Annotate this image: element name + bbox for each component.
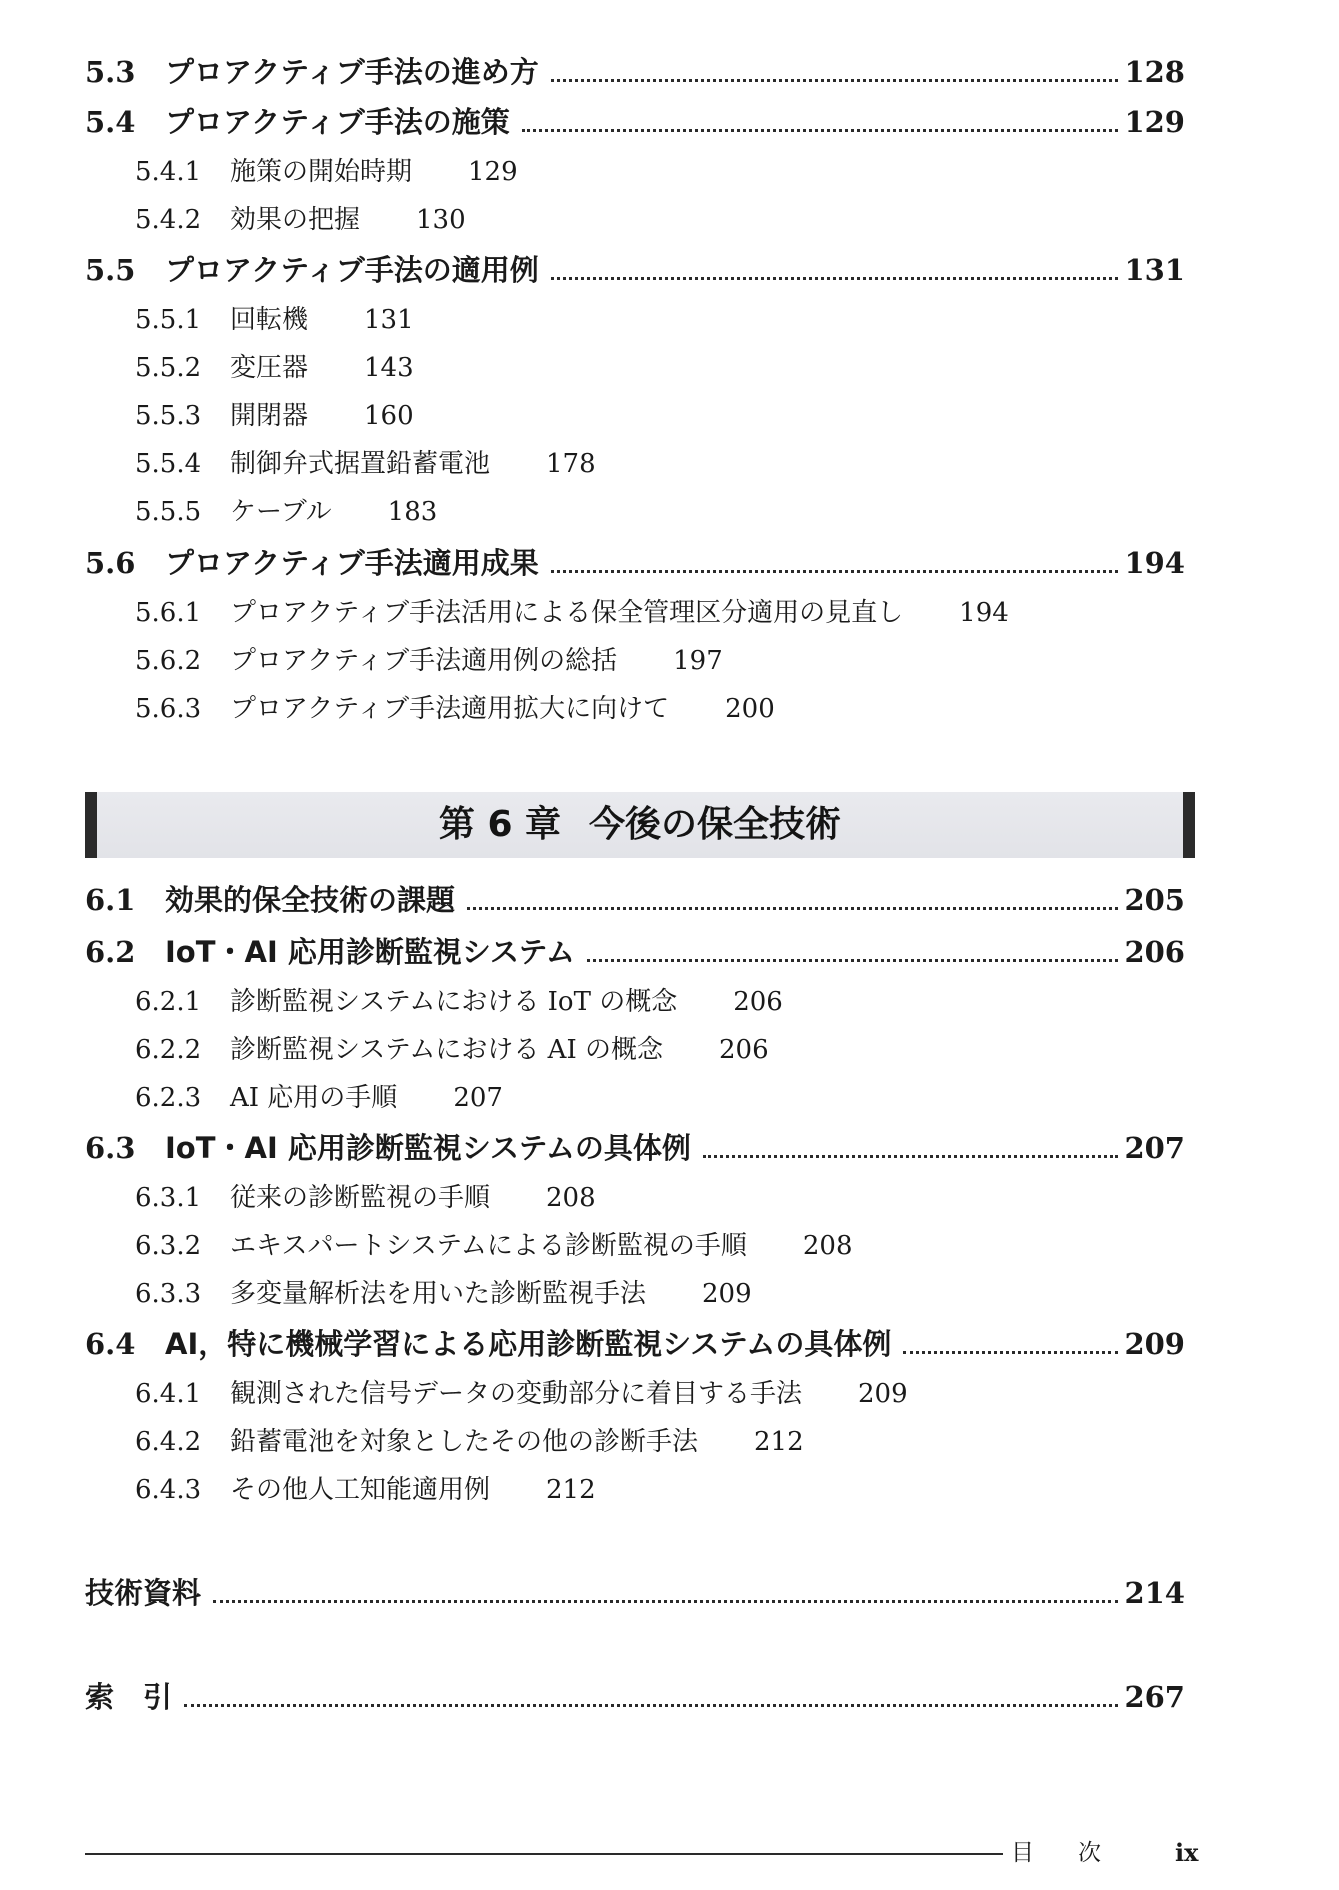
subsection-number: 6.2.2	[135, 1035, 202, 1065]
subsection-title: 診断監視システムにおける IoT の概念	[230, 987, 678, 1017]
subsection-title: その他人工知能適用例	[230, 1475, 491, 1505]
subsection-title: エキスパートシステムによる診断監視の手順	[230, 1231, 747, 1261]
appendix-page: 214	[1124, 1576, 1185, 1610]
toc-section-5-4[interactable]	[85, 102, 1185, 142]
section-title: プロアクティブ手法の施策	[165, 105, 510, 139]
section-page: 206	[1124, 935, 1185, 969]
section-title: プロアクティブ手法の適用例	[165, 253, 539, 287]
section-page: 194	[1124, 546, 1185, 580]
toc-subsection-6-4-1[interactable]	[135, 1377, 908, 1411]
subsection-page: 207	[453, 1083, 503, 1113]
subsection-page: 130	[416, 205, 466, 235]
subsection-title: ケーブル	[230, 497, 332, 527]
chapter-title: 今後の保全技術	[589, 804, 842, 845]
section-number: 6.1	[85, 883, 136, 917]
subsection-page: 197	[673, 646, 723, 676]
toc-appendix[interactable]	[85, 1573, 1185, 1613]
subsection-title: プロアクティブ手法適用拡大に向けて	[230, 694, 670, 724]
section-title: IoT・AI 応用診断監視システム	[165, 935, 575, 969]
toc-subsection-5-6-1[interactable]	[135, 596, 1009, 630]
subsection-title: 診断監視システムにおける AI の概念	[230, 1035, 663, 1065]
section-page: 207	[1124, 1131, 1185, 1165]
dot-leader	[903, 1351, 1118, 1354]
subsection-page: 209	[702, 1279, 752, 1309]
subsection-title: 開閉器	[230, 401, 309, 431]
subsection-title: 制御弁式据置鉛蓄電池	[230, 449, 491, 479]
section-page: 128	[1124, 55, 1185, 89]
section-number: 5.5	[85, 253, 136, 287]
toc-subsection-5-5-5[interactable]	[135, 495, 437, 529]
subsection-number: 6.3.1	[135, 1183, 202, 1213]
section-title: プロアクティブ手法適用成果	[165, 546, 539, 580]
subsection-number: 5.5.3	[135, 401, 202, 431]
toc-index[interactable]	[85, 1677, 1185, 1717]
subsection-number: 6.3.3	[135, 1279, 202, 1309]
dot-leader	[551, 79, 1119, 82]
toc-subsection-6-2-1[interactable]	[135, 985, 783, 1019]
subsection-title: 施策の開始時期	[230, 157, 413, 187]
subsection-number: 5.4.1	[135, 157, 202, 187]
subsection-title: AI 応用の手順	[230, 1083, 398, 1113]
subsection-number: 5.5.1	[135, 305, 202, 335]
toc-section-6-3[interactable]	[85, 1128, 1185, 1168]
page-footer	[85, 1838, 1199, 1868]
toc-section-5-6[interactable]	[85, 543, 1185, 583]
toc-subsection-6-2-2[interactable]	[135, 1033, 769, 1067]
dot-leader	[551, 277, 1119, 280]
subsection-page: 206	[718, 1035, 769, 1065]
subsection-title: 鉛蓄電池を対象としたその他の診断手法	[230, 1427, 699, 1457]
subsection-title: 変圧器	[230, 353, 309, 383]
section-number: 5.6	[85, 546, 136, 580]
toc-subsection-5-6-3[interactable]	[135, 692, 775, 726]
toc-subsection-5-4-2[interactable]	[135, 203, 466, 237]
section-number: 6.3	[85, 1131, 136, 1165]
section-title: プロアクティブ手法の進め方	[165, 55, 539, 89]
toc-subsection-6-4-2[interactable]	[135, 1425, 804, 1459]
toc-subsection-6-3-3[interactable]	[135, 1277, 752, 1311]
dot-leader	[213, 1600, 1118, 1603]
toc-subsection-5-5-4[interactable]	[135, 447, 596, 481]
subsection-number: 6.3.2	[135, 1231, 202, 1261]
toc-section-5-5[interactable]	[85, 250, 1185, 290]
section-number: 6.2	[85, 935, 136, 969]
section-title: 効果的保全技術の課題	[165, 883, 456, 917]
toc-subsection-5-5-2[interactable]	[135, 351, 414, 385]
dot-leader	[587, 959, 1119, 962]
subsection-page: 129	[468, 157, 518, 187]
toc-section-6-1[interactable]	[85, 880, 1185, 920]
subsection-number: 6.4.2	[135, 1427, 202, 1457]
toc-subsection-6-3-2[interactable]	[135, 1229, 853, 1263]
toc-section-6-4[interactable]	[85, 1324, 1185, 1364]
appendix-title: 技術資料	[85, 1576, 202, 1610]
toc-subsection-6-4-3[interactable]	[135, 1473, 596, 1507]
chapter-label: 第 6 章	[438, 804, 562, 845]
dot-leader	[522, 129, 1119, 132]
footer-label: 目次	[1011, 1840, 1145, 1866]
subsection-page: 183	[387, 497, 438, 527]
subsection-number: 6.4.3	[135, 1475, 202, 1505]
toc-subsection-5-4-1[interactable]	[135, 155, 518, 189]
toc-subsection-5-5-3[interactable]	[135, 399, 414, 433]
subsection-page: 206	[733, 987, 783, 1017]
subsection-title: プロアクティブ手法活用による保全管理区分適用の見直し	[230, 598, 904, 628]
subsection-number: 6.4.1	[135, 1379, 202, 1409]
page-number: ix	[1175, 1838, 1199, 1867]
subsection-title: 観測された信号データの変動部分に着目する手法	[230, 1379, 803, 1409]
toc-subsection-6-3-1[interactable]	[135, 1181, 596, 1215]
subsection-page: 208	[546, 1183, 596, 1213]
section-page: 129	[1124, 105, 1185, 139]
index-page: 267	[1124, 1680, 1185, 1714]
chapter-heading-band	[85, 792, 1195, 858]
subsection-number: 5.5.5	[135, 497, 202, 527]
dot-leader	[551, 570, 1119, 573]
subsection-number: 5.6.3	[135, 694, 202, 724]
subsection-title: 効果の把握	[230, 205, 361, 235]
section-page: 205	[1124, 883, 1185, 917]
subsection-number: 5.6.2	[135, 646, 202, 676]
subsection-page: 209	[858, 1379, 908, 1409]
subsection-number: 5.5.2	[135, 353, 202, 383]
subsection-page: 178	[546, 449, 596, 479]
chapter-heading[interactable]	[85, 792, 1195, 858]
section-title: IoT・AI 応用診断監視システムの具体例	[165, 1131, 691, 1165]
subsection-number: 5.6.1	[135, 598, 202, 628]
subsection-number: 6.2.1	[135, 987, 202, 1017]
subsection-title: 多変量解析法を用いた診断監視手法	[230, 1279, 647, 1309]
subsection-title: 従来の診断監視の手順	[230, 1183, 491, 1213]
subsection-number: 5.4.2	[135, 205, 202, 235]
subsection-page: 160	[364, 401, 414, 431]
subsection-page: 194	[959, 598, 1009, 628]
subsection-page: 131	[364, 305, 414, 335]
dot-leader	[703, 1155, 1119, 1158]
subsection-number: 6.2.3	[135, 1083, 202, 1113]
section-title: AI，特に機械学習による応用診断監視システムの具体例	[165, 1327, 892, 1361]
subsection-page: 200	[725, 694, 775, 724]
subsection-page: 212	[546, 1475, 596, 1505]
subsection-title: 回転機	[230, 305, 309, 335]
section-page: 131	[1124, 253, 1185, 287]
toc-subsection-5-5-1[interactable]	[135, 303, 414, 337]
toc-section-6-2[interactable]	[85, 932, 1185, 972]
section-page: 209	[1124, 1327, 1185, 1361]
footer-rule	[85, 1853, 1003, 1855]
dot-leader	[467, 907, 1118, 910]
toc-subsection-6-2-3[interactable]	[135, 1081, 503, 1115]
toc-section-5-3[interactable]	[85, 52, 1185, 92]
section-number: 5.4	[85, 105, 136, 139]
toc-subsection-5-6-2[interactable]	[135, 644, 723, 678]
dot-leader	[184, 1704, 1118, 1707]
subsection-number: 5.5.4	[135, 449, 202, 479]
section-number: 6.4	[85, 1327, 136, 1361]
section-number: 5.3	[85, 55, 136, 89]
subsection-page: 208	[802, 1231, 853, 1261]
subsection-title: プロアクティブ手法適用例の総括	[230, 646, 618, 676]
index-title: 索 引	[85, 1680, 173, 1714]
subsection-page: 143	[364, 353, 414, 383]
subsection-page: 212	[754, 1427, 804, 1457]
